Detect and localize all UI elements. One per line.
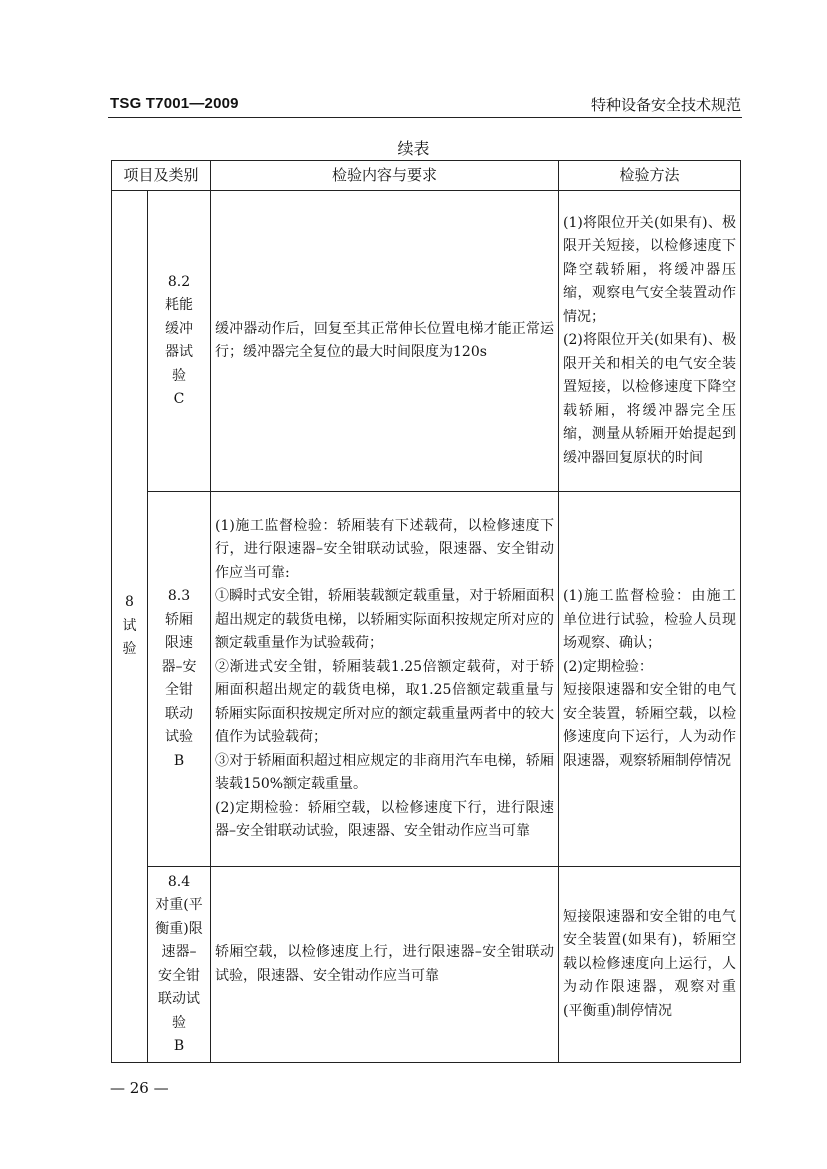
table-row-8-4 bbox=[112, 867, 741, 1063]
header-category: 项目及类别 bbox=[112, 161, 211, 191]
method-cell-8-4 bbox=[559, 867, 741, 1063]
content-paragraph: (2)定期检验：轿厢空载，以检修速度下行，进行限速器–安全钳联动试验，限速器、安全钳动作应当可靠 bbox=[215, 799, 555, 839]
header-divider bbox=[108, 117, 742, 118]
content-cell-8-3 bbox=[211, 492, 559, 867]
table-header-row bbox=[112, 161, 741, 191]
content-cell-8-4 bbox=[211, 867, 559, 1063]
content-paragraph: ③对于轿厢面积超过相应规定的非商用汽车电梯，轿厢装载150%额定载重量。 bbox=[215, 752, 555, 792]
item-line: 器–安 bbox=[161, 658, 197, 675]
item-line: 8.2 bbox=[167, 273, 191, 290]
series-title: 特种设备安全技术规范 bbox=[590, 96, 741, 114]
item-line: 速器– bbox=[161, 944, 197, 960]
item-cell-8-2 bbox=[148, 191, 211, 492]
item-line: 安全钳 bbox=[158, 967, 200, 984]
item-line: 轿厢 bbox=[165, 611, 193, 628]
table-row-8-3 bbox=[112, 492, 741, 867]
header-method: 检验方法 bbox=[559, 161, 741, 191]
category-name-1: 试 bbox=[122, 617, 137, 634]
item-line: 试验 bbox=[165, 729, 193, 745]
item-line: 联动试 bbox=[158, 991, 200, 1007]
item-line: 器试 bbox=[165, 344, 193, 360]
content-paragraph: 缓冲器动作后，回复至其正常伸长位置电梯才能正常运行；缓冲器完全复位的最大时间限度为120s bbox=[215, 320, 555, 360]
category-name-2: 验 bbox=[122, 641, 137, 658]
table-caption: 续表 bbox=[397, 139, 430, 158]
content-paragraph: ①瞬时式安全钳，轿厢装载额定载重量，对于轿厢面积超出规定的载货电梯，以轿厢实际面积按规定所对应的额定载重量作为试验载荷； bbox=[215, 588, 555, 651]
item-line: B bbox=[173, 1038, 185, 1054]
item-cell-8-4 bbox=[148, 867, 211, 1063]
item-line: C bbox=[173, 391, 185, 407]
item-line: 缓冲 bbox=[165, 320, 193, 337]
standard-code: TSG T7001—2009 bbox=[110, 95, 239, 112]
content-paragraph: ②渐进式安全钳，轿厢装载1.25倍额定载荷，对于轿厢面积超出规定的载货电梯，取1.25倍额定载重量与轿厢实际面积按规定所对应的额定载重量两者中的较大值作为试验载荷； bbox=[215, 658, 555, 745]
content-paragraph: (1)施工监督检验：轿厢装有下述载荷，以检修速度下行，进行限速器–安全钳联动试验，限速器、安全钳动作应当可靠: bbox=[215, 517, 555, 581]
method-paragraph: 短接限速器和安全钳的电气安全装置，轿厢空载，以检修速度向下运行，人为动作限速器，观察轿厢制停情况 bbox=[563, 682, 737, 769]
content-cell-8-2 bbox=[211, 191, 559, 492]
method-cell-8-3 bbox=[559, 492, 741, 867]
item-line: 对重(平 bbox=[155, 897, 203, 913]
method-paragraph: (2)定期检验： bbox=[563, 658, 653, 675]
content-paragraph: 轿厢空载，以检修速度上行，进行限速器–安全钳联动试验，限速器、安全钳动作应当可靠 bbox=[215, 944, 555, 984]
item-line: 耗能 bbox=[165, 297, 193, 313]
category-cell bbox=[112, 191, 148, 1063]
item-line: B bbox=[173, 752, 185, 769]
inspection-table bbox=[111, 160, 741, 1063]
item-line: 8.4 bbox=[167, 873, 191, 890]
method-paragraph: (2)将限位开关(如果有)、极限开关和相关的电气安全装置短接，以检修速度下降空载轿厢，将缓冲器完全压缩，测量从轿厢开始提起到缓冲器回复原状的时间 bbox=[563, 332, 737, 466]
item-line: 验 bbox=[172, 367, 186, 384]
item-cell-8-3 bbox=[148, 492, 211, 867]
method-paragraph: (1)施工监督检验：由施工单位进行试验，检验人员现场观察、确认； bbox=[563, 588, 737, 651]
item-line: 衡重)限 bbox=[155, 920, 203, 937]
item-line: 限速 bbox=[165, 635, 193, 651]
item-line: 全钳 bbox=[165, 682, 193, 698]
method-paragraph: 短接限速器和安全钳的电气安全装置(如果有)，轿厢空载以检修速度向上运行，人为动作限速器，观察对重(平衡重)制停情况 bbox=[563, 908, 737, 1019]
item-line: 联动 bbox=[165, 705, 193, 722]
item-line: 8.3 bbox=[167, 588, 191, 604]
item-line: 验 bbox=[172, 1014, 186, 1031]
method-cell-8-2 bbox=[559, 191, 741, 492]
category-number: 8 bbox=[125, 594, 134, 611]
method-paragraph: (1)将限位开关(如果有)、极限开关短接，以检修速度下降空载轿厢，将缓冲器压缩，观察电气安全装置动作情况； bbox=[563, 214, 737, 325]
header-content: 检验内容与要求 bbox=[211, 161, 559, 191]
table-row-8-2 bbox=[112, 191, 741, 492]
page-number: — 26 — bbox=[110, 1079, 169, 1097]
